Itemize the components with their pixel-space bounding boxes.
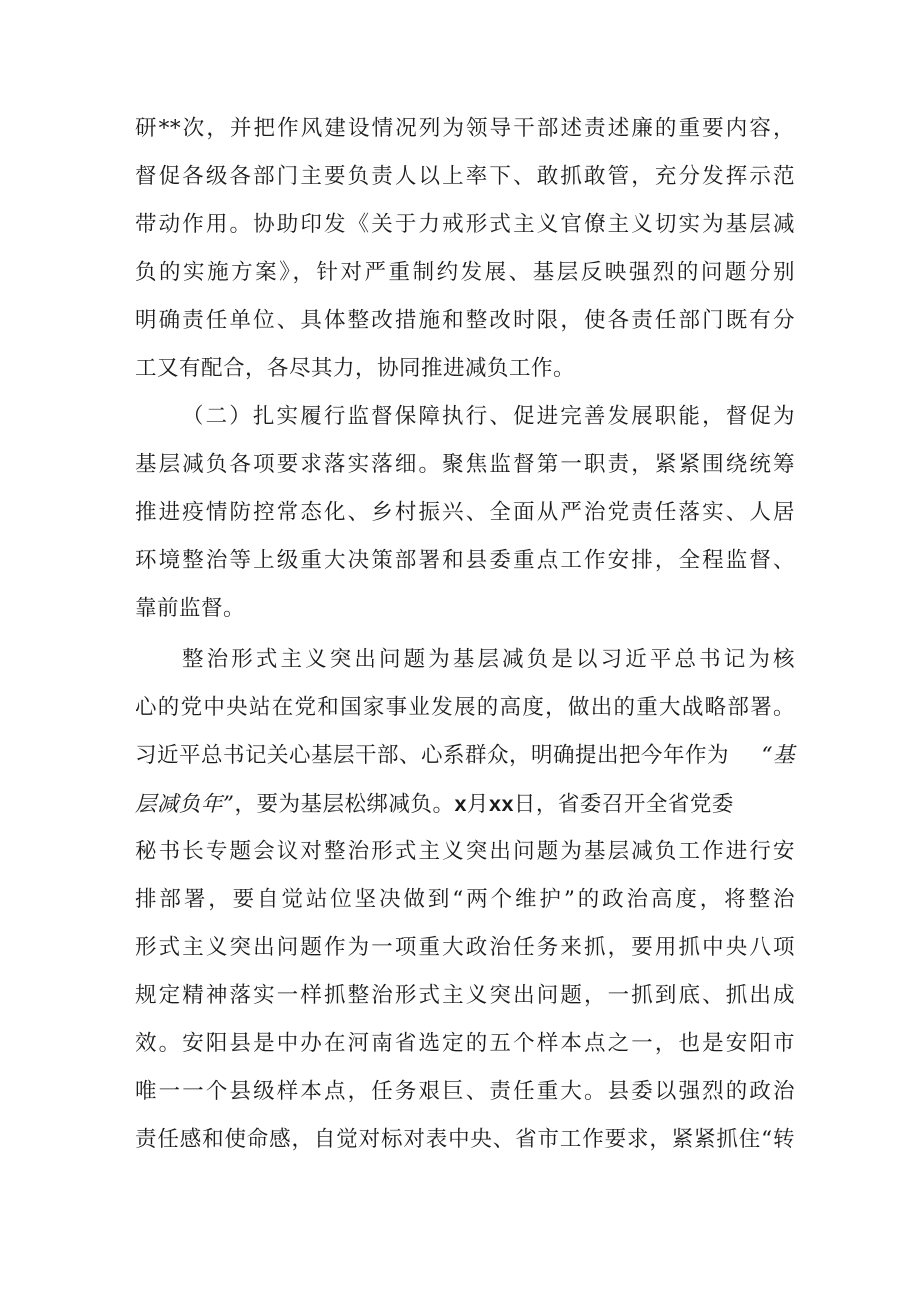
- text-line: 基层减负各项要求落实落细。聚焦监督第一职责，紧紧围绕统筹: [135, 452, 795, 477]
- text-line: 唯一一个县级样本点，任务艰巨、责任重大。县委以强烈的政治: [135, 1079, 795, 1104]
- text-line: 秘书长专题会议对整治形式主义突出问题为基层减负工作进行安: [135, 839, 795, 864]
- text-line: 推进疫情防控常态化、乡村振兴、全面从严治党责任落实、人居: [135, 500, 795, 525]
- text-segment: ，要为基层松绑减负。: [234, 792, 455, 817]
- date-placeholder: xx: [489, 792, 514, 816]
- text-line: 规定精神落实一样抓整治形式主义突出问题，一抓到底、抓出成: [135, 983, 795, 1008]
- text-segment: 习近平总书记关心基层干部、心系群众，明确提出把今年作为: [135, 743, 730, 768]
- text-line: 靠前监督。: [135, 596, 246, 621]
- paragraph-heading-line: （二）扎实履行监督保障执行、促进完善发展职能，督促为: [182, 404, 795, 429]
- text-line: 形式主义突出问题作为一项重大政治任务来抓，要用抓中央八项: [135, 935, 795, 960]
- italic-quote: 层减负年”: [135, 792, 235, 817]
- text-line: 环境整治等上级重大决策部署和县委重点工作安排，全程监督、: [135, 548, 795, 573]
- text-line: 负的实施方案》，针对严重制约发展、基层反映强烈的问题分别: [135, 260, 795, 285]
- text-line-mixed: [135, 784, 795, 824]
- text-segment: 月: [466, 792, 489, 817]
- text-segment: 日，省委召开全省党委: [513, 792, 734, 817]
- text-line: 明确责任单位、具体整改措施和整改时限，使各责任部门既有分: [135, 308, 795, 333]
- text-line: 排部署，要自觉站位坚决做到“两个维护”的政治高度，将整治: [135, 887, 795, 912]
- text-line: 带动作用。协助印发《关于力戒形式主义官僚主义切实为基层减: [135, 212, 795, 237]
- text-line: 效。安阳县是中办在河南省选定的五个样本点之一，也是安阳市: [135, 1031, 795, 1056]
- text-line: 督促各级各部门主要负责人以上率下、敢抓敢管，充分发挥示范: [135, 164, 795, 189]
- paragraph-first-line: 整治形式主义突出问题为基层减负是以习近平总书记为核: [182, 647, 795, 672]
- text-line: 责任感和使命感，自觉对标对表中央、省市工作要求，紧紧抓住“转: [135, 1127, 795, 1152]
- text-line: 心的党中央站在党和国家事业发展的高度，做出的重大战略部署。: [135, 695, 795, 720]
- text-line: 研**次，并把作风建设情况列为领导干部述责述廉的重要内容，: [135, 116, 795, 141]
- text-line-with-italic: [135, 736, 795, 776]
- text-line: 工又有配合，各尽其力，协同推进减负工作。: [135, 356, 576, 381]
- italic-quote: “基: [761, 743, 795, 768]
- date-placeholder: x: [454, 792, 467, 816]
